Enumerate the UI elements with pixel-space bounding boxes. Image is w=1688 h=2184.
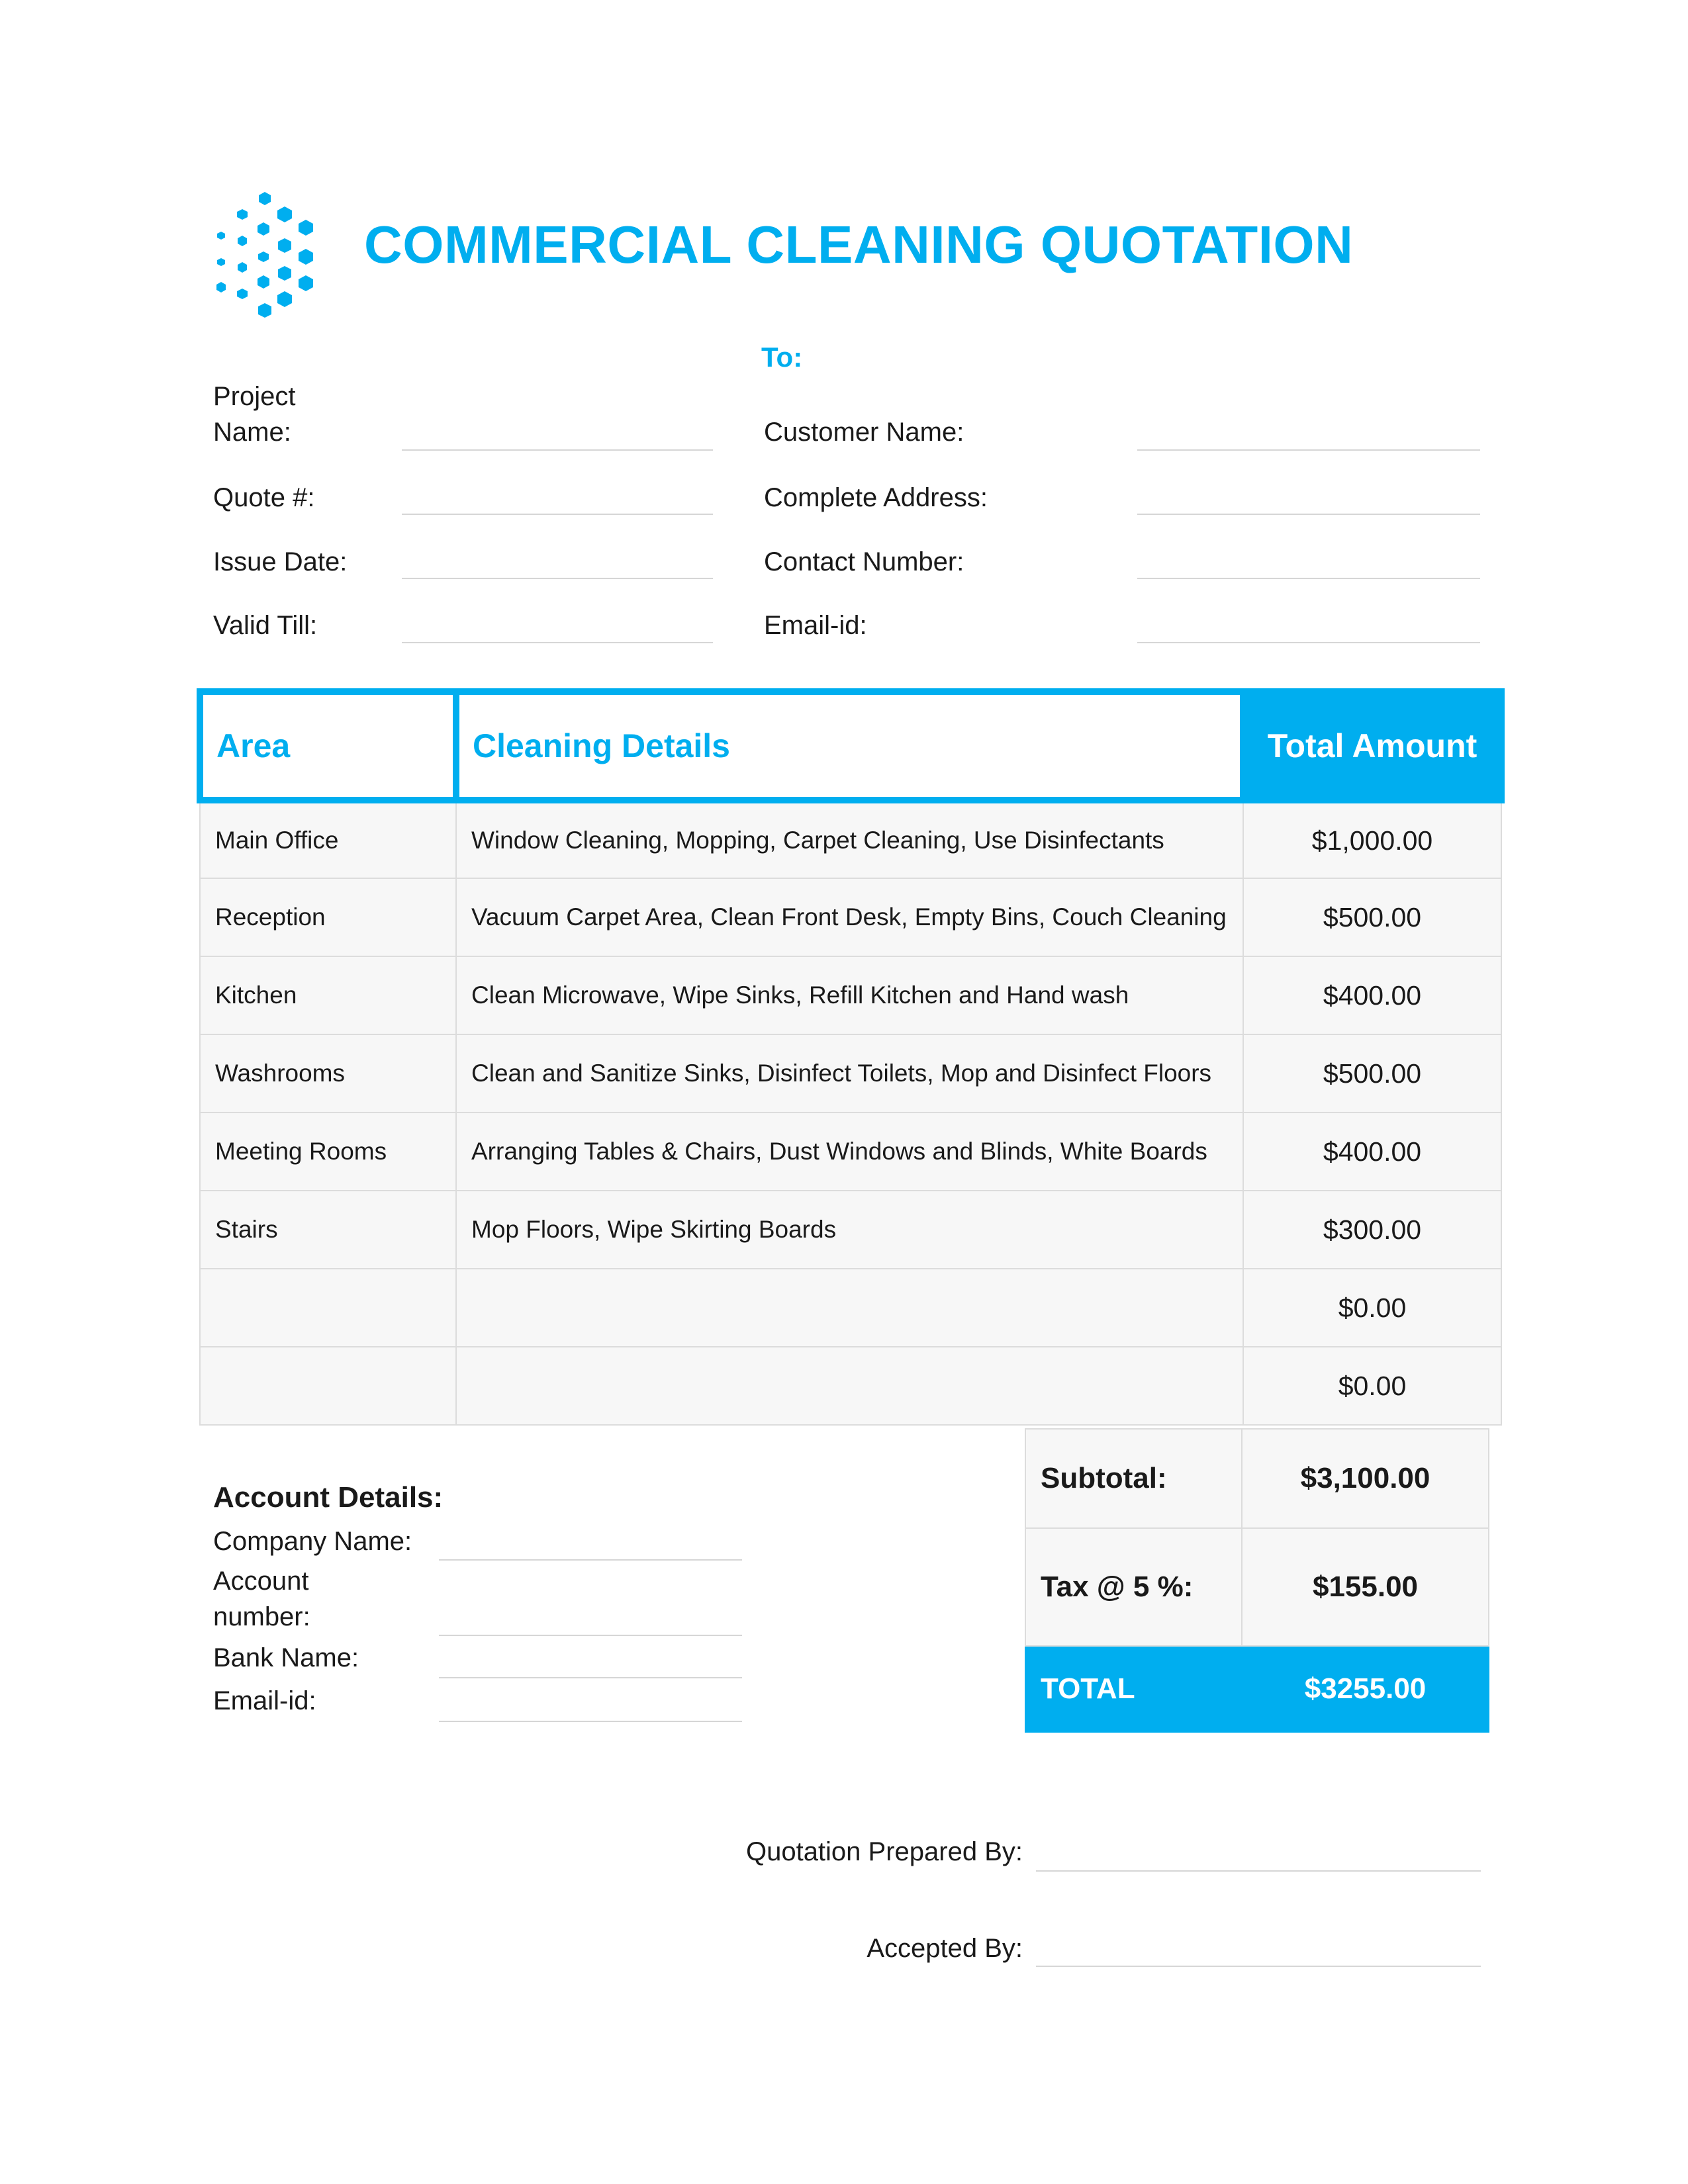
tax-label: Tax @ 5 %:	[1025, 1528, 1242, 1646]
details-cell[interactable]: Arranging Tables & Chairs, Dust Windows and Blinds, White Boards	[456, 1113, 1243, 1191]
contact-number-field[interactable]	[1137, 578, 1480, 579]
quote-number-label: Quote #:	[213, 483, 315, 512]
customer-name-field[interactable]	[1137, 449, 1480, 451]
table-row	[200, 1034, 1501, 1113]
total-row	[1025, 1646, 1489, 1732]
customer-email-field[interactable]	[1137, 642, 1480, 643]
area-cell[interactable]	[200, 1269, 456, 1347]
address-field[interactable]	[1137, 514, 1480, 515]
amount-cell[interactable]: $0.00	[1243, 1347, 1501, 1425]
tax-row	[1025, 1528, 1489, 1646]
customer-email-label: Email-id:	[764, 611, 867, 640]
details-cell[interactable]: Mop Floors, Wipe Skirting Boards	[456, 1191, 1243, 1269]
table-row	[200, 1191, 1501, 1269]
to-label: To:	[761, 341, 803, 373]
total-value: $3255.00	[1242, 1646, 1489, 1732]
totals-table	[1025, 1428, 1489, 1733]
table-row	[200, 800, 1501, 878]
bank-name-field[interactable]	[439, 1677, 742, 1678]
table-row	[200, 1269, 1501, 1347]
contact-number-label: Contact Number:	[764, 547, 964, 576]
area-cell[interactable]	[200, 1347, 456, 1425]
area-cell[interactable]: Reception	[200, 878, 456, 956]
company-name-label: Company Name:	[213, 1527, 412, 1556]
details-cell[interactable]: Window Cleaning, Mopping, Carpet Cleaning, Use Disinfectants	[456, 800, 1243, 878]
accepted-by-signature-line[interactable]	[1036, 1966, 1481, 1967]
project-name-field[interactable]	[402, 449, 713, 451]
subtotal-label: Subtotal:	[1025, 1429, 1242, 1528]
amount-cell[interactable]: $400.00	[1243, 956, 1501, 1034]
account-number-label: Account number:	[213, 1567, 310, 1631]
amount-cell[interactable]: $500.00	[1243, 878, 1501, 956]
amount-cell[interactable]: $300.00	[1243, 1191, 1501, 1269]
project-name-label: Project Name:	[213, 382, 296, 447]
account-details-heading: Account Details:	[213, 1481, 444, 1514]
total-label: TOTAL	[1025, 1646, 1242, 1732]
table-header-row	[200, 692, 1501, 800]
subtotal-row	[1025, 1429, 1489, 1528]
accepted-by-label: Accepted By:	[867, 1934, 1023, 1963]
area-column-header: Area	[200, 692, 456, 800]
account-email-field[interactable]	[439, 1721, 742, 1722]
company-logo	[212, 192, 318, 318]
issue-date-field[interactable]	[402, 578, 713, 579]
details-cell[interactable]	[456, 1347, 1243, 1425]
subtotal-value: $3,100.00	[1242, 1429, 1489, 1528]
company-name-field[interactable]	[439, 1559, 742, 1561]
details-cell[interactable]: Clean and Sanitize Sinks, Disinfect Toilets, Mop and Disinfect Floors	[456, 1034, 1243, 1113]
details-cell[interactable]	[456, 1269, 1243, 1347]
table-row	[200, 1347, 1501, 1425]
bank-name-label: Bank Name:	[213, 1643, 359, 1672]
details-cell[interactable]: Clean Microwave, Wipe Sinks, Refill Kitchen and Hand wash	[456, 956, 1243, 1034]
address-label: Complete Address:	[764, 483, 988, 512]
amount-cell[interactable]: $500.00	[1243, 1034, 1501, 1113]
valid-till-field[interactable]	[402, 642, 713, 643]
customer-name-label: Customer Name:	[764, 418, 964, 447]
area-cell[interactable]: Washrooms	[200, 1034, 456, 1113]
amount-cell[interactable]: $1,000.00	[1243, 800, 1501, 878]
area-cell[interactable]: Main Office	[200, 800, 456, 878]
area-cell[interactable]: Kitchen	[200, 956, 456, 1034]
amount-cell[interactable]: $0.00	[1243, 1269, 1501, 1347]
prepared-by-signature-line[interactable]	[1036, 1870, 1481, 1872]
document-title: COMMERCIAL CLEANING QUOTATION	[364, 215, 1354, 274]
table-row	[200, 878, 1501, 956]
issue-date-label: Issue Date:	[213, 547, 348, 576]
details-cell[interactable]: Vacuum Carpet Area, Clean Front Desk, Empty Bins, Couch Cleaning	[456, 878, 1243, 956]
valid-till-label: Valid Till:	[213, 611, 318, 640]
amount-cell[interactable]: $400.00	[1243, 1113, 1501, 1191]
items-table	[197, 688, 1505, 1426]
prepared-by-label: Quotation Prepared By:	[745, 1837, 1023, 1866]
table-row	[200, 1113, 1501, 1191]
area-cell[interactable]: Meeting Rooms	[200, 1113, 456, 1191]
amount-column-header: Total Amount	[1243, 692, 1501, 800]
tax-value: $155.00	[1242, 1528, 1489, 1646]
area-cell[interactable]: Stairs	[200, 1191, 456, 1269]
details-column-header: Cleaning Details	[456, 692, 1243, 800]
table-row	[200, 956, 1501, 1034]
account-number-field[interactable]	[439, 1635, 742, 1636]
quote-number-field[interactable]	[402, 514, 713, 515]
account-email-label: Email-id:	[213, 1686, 316, 1715]
